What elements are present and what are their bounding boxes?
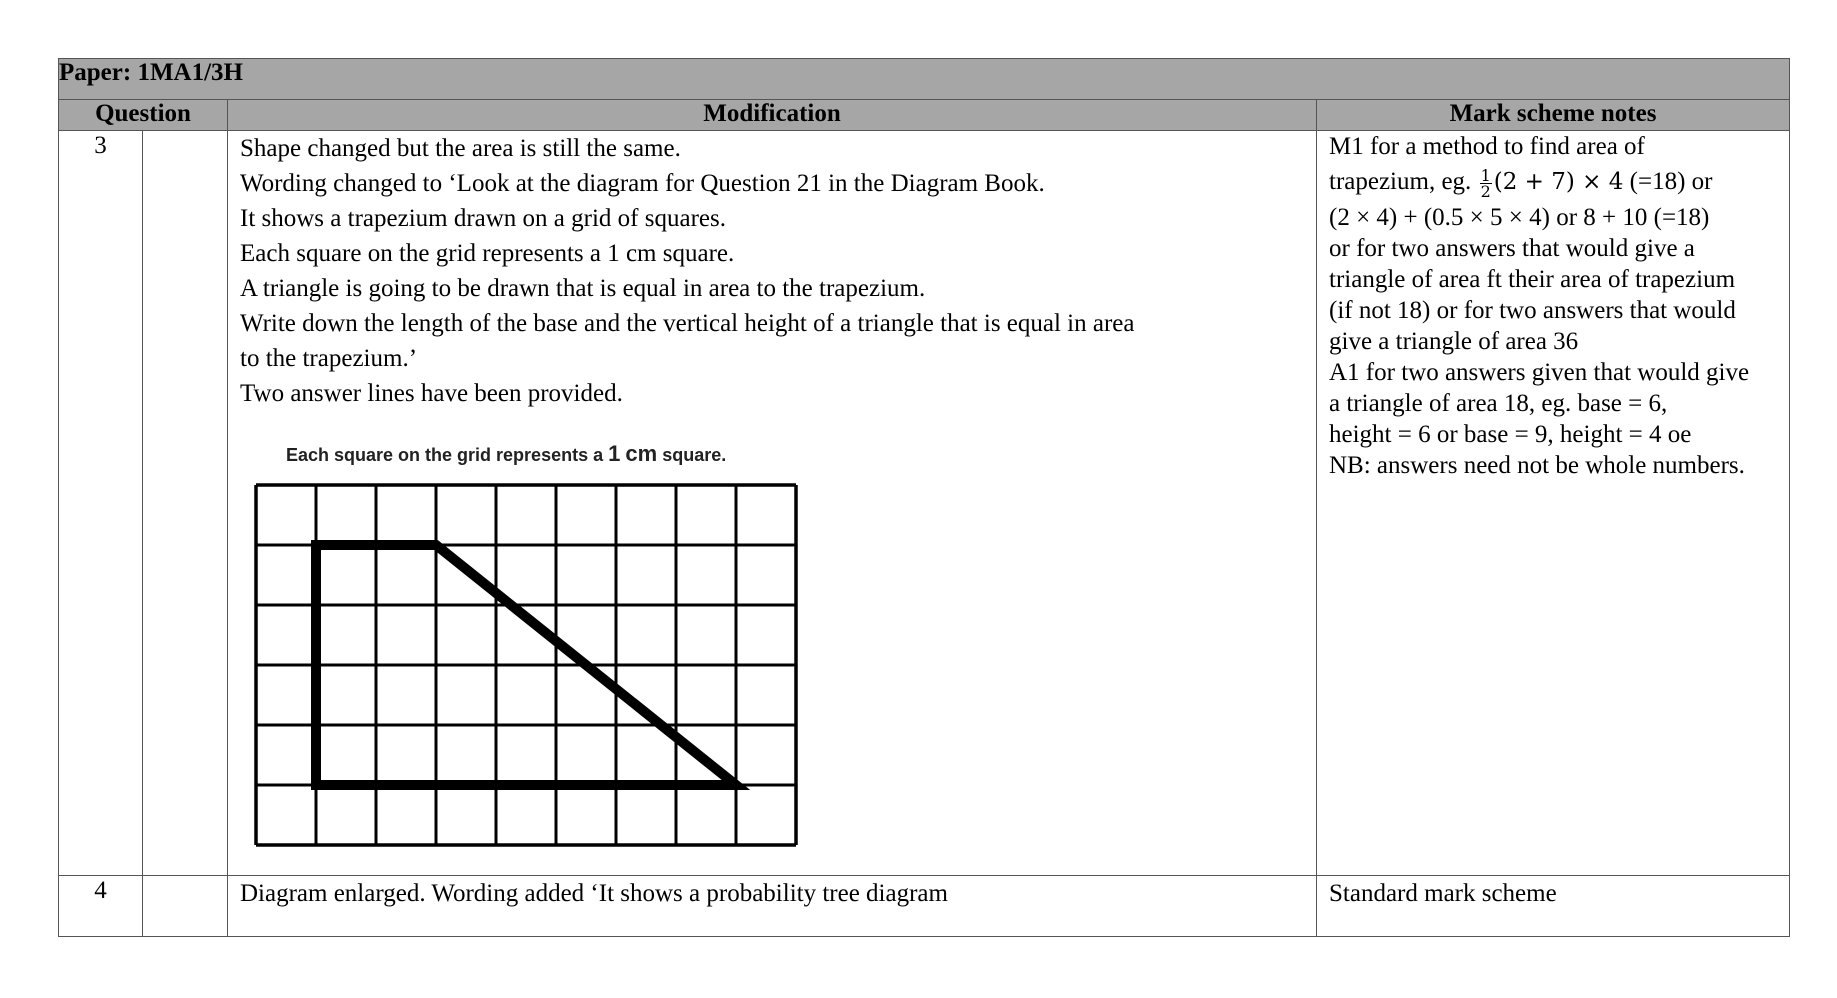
modification-line: A triangle is going to be drawn that is equal in area to the trapezium. — [240, 275, 926, 302]
question-subpart — [143, 131, 228, 876]
caption-suffix: square. — [662, 445, 727, 465]
notes-line: NB: answers need not be whole numbers. — [1329, 452, 1745, 479]
notes-line: give a triangle of area 36 — [1329, 328, 1579, 355]
notes-line: M1 for a method to find area of — [1329, 133, 1645, 160]
diagram-caption — [286, 441, 1304, 465]
table-row — [59, 876, 1790, 937]
caption-unit: cm — [625, 441, 658, 466]
question-number: 4 — [59, 876, 143, 937]
modification-line: Write down the length of the base and the vertical height of a triangle that is equal in area — [240, 310, 1135, 337]
mark-scheme-table — [58, 58, 1790, 937]
column-header-row — [59, 100, 1790, 131]
modification-line: to the trapezium.’ — [240, 345, 418, 372]
notes-header: Mark scheme notes — [1317, 100, 1790, 131]
notes-line: (if not 18) or for two answers that would — [1329, 297, 1736, 324]
notes-cell — [1317, 876, 1790, 937]
question-subpart — [143, 876, 228, 937]
notes-line: (2 × 4) + (0.5 × 5 × 4) or 8 + 10 (=18) — [1329, 204, 1710, 231]
modification-line: Diagram enlarged. Wording added ‘It shows a probability tree diagram — [240, 880, 948, 907]
modification-line: It shows a trapezium drawn on a grid of squares. — [240, 205, 726, 232]
notes-line — [1329, 162, 1777, 202]
modification-cell — [228, 876, 1317, 937]
notes-line: height = 6 or base = 9, height = 4 oe — [1329, 421, 1692, 448]
modification-text — [240, 131, 1304, 411]
question-header: Question — [59, 100, 228, 131]
paper-header-row — [59, 59, 1790, 100]
paper-label: Paper: 1MA1/3H — [59, 59, 1790, 100]
table-row — [59, 131, 1790, 876]
fraction-half — [1480, 165, 1492, 201]
question-number: 3 — [59, 131, 143, 876]
modification-line: Shape changed but the area is still the same. — [240, 135, 681, 162]
notes-cell — [1317, 131, 1790, 876]
notes-line: Standard mark scheme — [1329, 880, 1557, 907]
fraction-numerator: 1 — [1480, 165, 1491, 185]
modification-line: Wording changed to ‘Look at the diagram for Question 21 in the Diagram Book. — [240, 170, 1045, 197]
notes-line: A1 for two answers given that would give — [1329, 359, 1750, 386]
caption-text: Each square on the grid represents a — [286, 445, 604, 465]
fraction-denominator: 2 — [1480, 181, 1491, 201]
caption-number: 1 — [608, 441, 621, 466]
modification-line: Two answer lines have been provided. — [240, 380, 623, 407]
modification-header: Modification — [228, 100, 1317, 131]
trapezium-grid-diagram — [254, 483, 798, 848]
math-expression: (2 + 7) × 4 — [1493, 169, 1624, 195]
notes-line: or for two answers that would give a — [1329, 235, 1695, 262]
modification-cell — [228, 131, 1317, 876]
notes-text: trapezium, eg. — [1329, 168, 1472, 195]
notes-line: a triangle of area 18, eg. base = 6, — [1329, 390, 1668, 417]
notes-line: triangle of area ft their area of trapezium — [1329, 266, 1736, 293]
modification-line: Each square on the grid represents a 1 cm square. — [240, 240, 735, 267]
notes-text: (=18) or — [1629, 168, 1713, 195]
